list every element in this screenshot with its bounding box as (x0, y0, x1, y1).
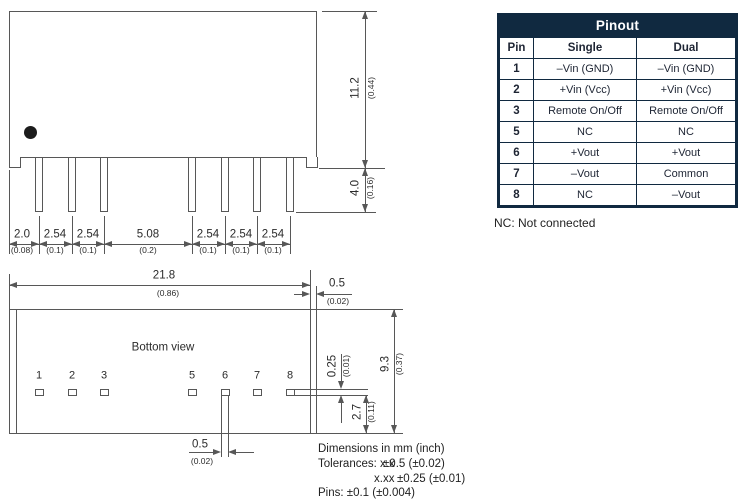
arrowhead (64, 241, 72, 247)
pin-lead (100, 158, 108, 212)
table-row (500, 101, 736, 122)
dim-label-inch: (0.01) (340, 354, 351, 378)
dual-cell: Remote On/Off (637, 101, 736, 122)
dim-label-mm: 0.5 (329, 277, 345, 290)
dual-cell: NC (637, 122, 736, 143)
extension-line (39, 216, 40, 254)
pin-pad (68, 389, 77, 396)
pin-lead (221, 158, 229, 212)
arrowhead (96, 241, 104, 247)
dim-label-mm: 2.54 (196, 228, 220, 241)
table-header-row (500, 38, 736, 59)
extension-line (295, 389, 368, 390)
dim-label-mm: 2.0 (14, 228, 30, 241)
single-cell: Remote On/Off (534, 101, 637, 122)
pinout-title: Pinout (499, 15, 736, 37)
single-cell: NC (534, 185, 637, 206)
dim-label-mm: 0.25 (326, 354, 339, 378)
bottom-view-outline (9, 309, 317, 434)
dim-label-inch: (0.1) (199, 244, 217, 255)
dimension-line (9, 285, 310, 286)
extension-line (221, 396, 222, 457)
dimension-line (294, 294, 302, 295)
pin-cell: 1 (500, 59, 534, 80)
pin-number: 8 (286, 369, 294, 382)
arrowhead (282, 241, 290, 247)
dual-cell: +Vin (Vcc) (637, 80, 736, 101)
pin-pad (35, 389, 44, 396)
tolerances-label: Tolerances: x.x (318, 458, 395, 470)
single-cell: –Vout (534, 164, 637, 185)
dim-label-inch: (0.1) (232, 244, 250, 255)
pin-number: 5 (188, 369, 196, 382)
dim-label-inch: (0.02) (190, 455, 214, 466)
extension-line (228, 396, 229, 457)
pin-pad (100, 389, 109, 396)
extension-line (290, 216, 291, 254)
arrowhead (217, 241, 225, 247)
extension-line (257, 216, 258, 254)
pin-cell: 6 (500, 143, 534, 164)
arrowhead (104, 241, 112, 247)
arrowhead (9, 282, 17, 288)
bottom-view-label: Bottom view (131, 341, 195, 354)
pinout-grid (499, 37, 736, 206)
extension-line (72, 216, 73, 254)
pin-pad (286, 389, 295, 396)
extension-line (296, 212, 376, 213)
dual-cell: +Vout (637, 143, 736, 164)
extension-line (104, 216, 105, 254)
dim-label-mm: 2.54 (43, 228, 67, 241)
dim-label-mm: 0.5 (192, 438, 208, 451)
arrowhead (391, 425, 397, 433)
dimension-line (189, 452, 213, 453)
dim-label-mm: 5.08 (136, 228, 160, 241)
col-header-pin: Pin (500, 38, 534, 59)
table-row (500, 185, 736, 206)
tolerance-xxx-label: x.xx (374, 473, 395, 485)
edge-line (16, 309, 17, 434)
single-cell: +Vin (Vcc) (534, 80, 637, 101)
arrowhead (391, 309, 397, 317)
pin-lead (188, 158, 196, 212)
pin-pad (221, 389, 230, 396)
pin-lead (68, 158, 76, 212)
tolerance-xxx-value: ±0.25 (±0.01) (397, 473, 466, 485)
dim-label-inch: (0.16) (364, 176, 375, 200)
dim-label-inch: (0.1) (264, 244, 282, 255)
arrowhead (363, 425, 369, 433)
pin-pad (253, 389, 262, 396)
pin-cell: 5 (500, 122, 534, 143)
pin-number: 1 (35, 369, 43, 382)
arrowhead (302, 291, 310, 297)
nc-note: NC: Not connected (494, 216, 596, 230)
pin-lead (35, 158, 43, 212)
dim-label-mm: 2.54 (261, 228, 285, 241)
col-header-single: Single (534, 38, 637, 59)
table-row (500, 164, 736, 185)
extension-line (317, 433, 403, 434)
extension-line (295, 395, 368, 396)
col-header-dual: Dual (637, 38, 736, 59)
arrowhead (362, 11, 368, 19)
dual-cell: –Vout (637, 185, 736, 206)
module-left-foot (9, 157, 21, 168)
pin-lead (253, 158, 261, 212)
dim-label-inch: (0.37) (393, 352, 404, 376)
dim-label-mm: 11.2 (349, 77, 362, 99)
dim-label-mm: 9.3 (379, 356, 392, 372)
extension-line (225, 216, 226, 254)
pin-cell: 7 (500, 164, 534, 185)
pin-cell: 2 (500, 80, 534, 101)
dim-label-inch: (0.2) (139, 244, 157, 255)
dimension-line (341, 403, 342, 423)
tolerance-xx-value: ±0.5 (±0.02) (383, 458, 445, 470)
arrowhead (184, 241, 192, 247)
dim-label-inch: (0.02) (326, 295, 350, 306)
dual-cell: –Vin (GND) (637, 59, 736, 80)
arrowhead (213, 449, 221, 455)
extension-line (319, 168, 385, 169)
module-right-foot (306, 157, 318, 168)
pin1-indicator-dot (24, 126, 37, 139)
dim-label-mm: 2.54 (229, 228, 253, 241)
pin-lead (286, 158, 294, 212)
single-cell: +Vout (534, 143, 637, 164)
edge-line (310, 270, 311, 434)
single-cell: NC (534, 122, 637, 143)
pin-cell: 3 (500, 101, 534, 122)
dimension-line (236, 452, 254, 453)
pin-cell: 8 (500, 185, 534, 206)
arrowhead (362, 160, 368, 168)
dim-label-inch: (0.08) (10, 244, 34, 255)
extension-line (322, 11, 377, 12)
units-note: Dimensions in mm (inch) (318, 443, 445, 455)
pins-tolerance-note: Pins: ±0.1 (±0.004) (318, 487, 416, 499)
dim-label-inch: (0.1) (46, 244, 64, 255)
arrowhead (362, 168, 368, 176)
arrowhead (249, 241, 257, 247)
dual-cell: Common (637, 164, 736, 185)
arrowhead (228, 449, 236, 455)
module-body-outline (9, 11, 317, 158)
arrowhead (316, 291, 324, 297)
table-row (500, 59, 736, 80)
extension-line (9, 274, 10, 309)
pin-number: 6 (221, 369, 229, 382)
pin-number: 7 (253, 369, 261, 382)
table-row (500, 80, 736, 101)
single-cell: –Vin (GND) (534, 59, 637, 80)
arrowhead (362, 204, 368, 212)
arrowhead (302, 282, 310, 288)
table-row (500, 122, 736, 143)
dim-label-inch: (0.44) (365, 76, 376, 100)
arrowhead (338, 381, 344, 389)
extension-line (192, 216, 193, 254)
dim-label-inch: (0.1) (79, 244, 97, 255)
dim-label-mm: 4.0 (349, 180, 362, 196)
pinout-table (497, 13, 738, 208)
pin-number: 3 (100, 369, 108, 382)
dim-label-inch: (0.86) (156, 287, 180, 298)
extension-line (316, 286, 317, 309)
pin-pad (188, 389, 197, 396)
dim-label-mm: 2.7 (351, 404, 364, 420)
table-row (500, 143, 736, 164)
pin-number: 2 (68, 369, 76, 382)
arrowhead (338, 395, 344, 403)
dim-label-inch: (0.11) (365, 401, 376, 423)
dim-label-mm: 2.54 (76, 228, 100, 241)
dim-label-mm: 21.8 (152, 269, 176, 282)
